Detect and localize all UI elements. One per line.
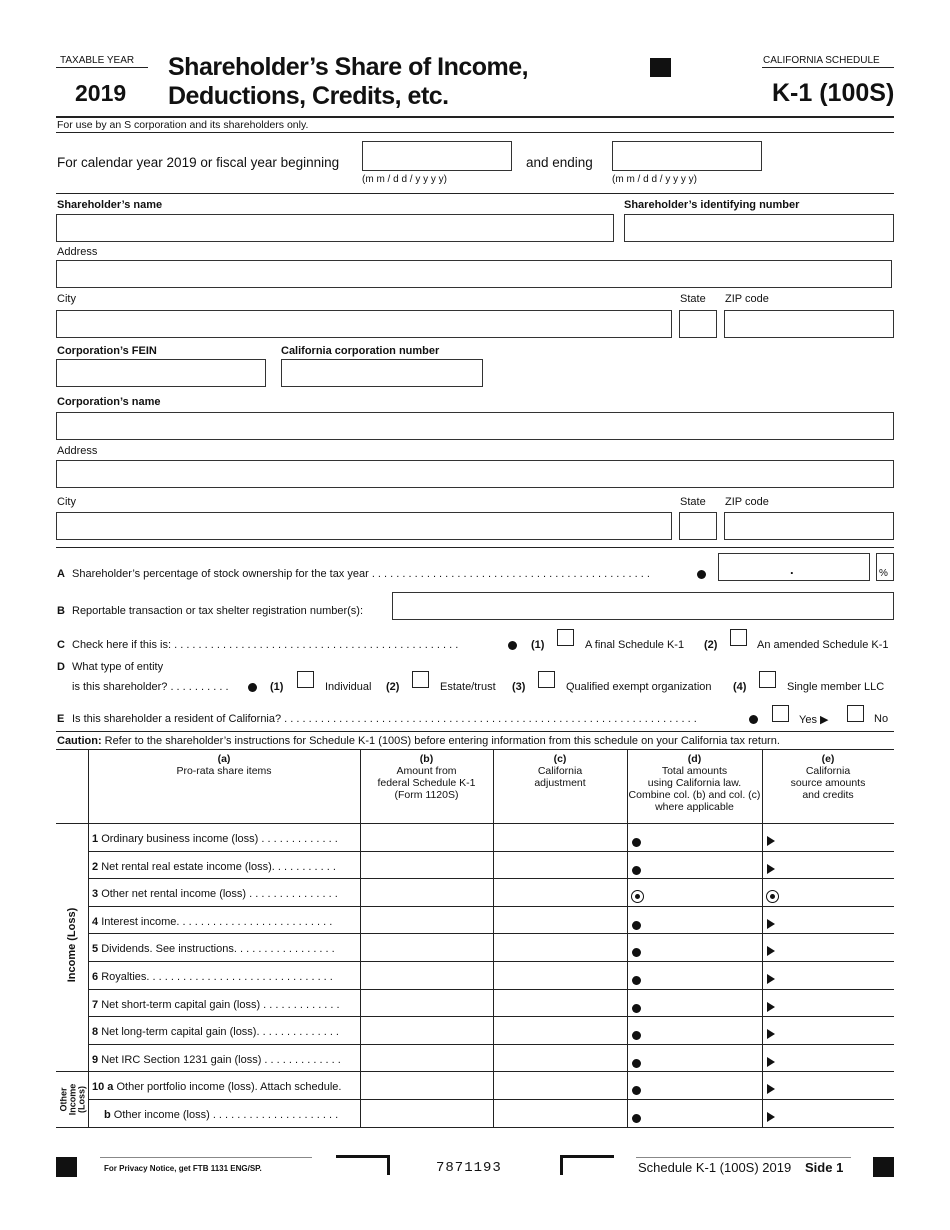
question-e-text: Is this shareholder a resident of California? . . . . . . . . . . . . . . . . . . . . . . . . . . . . . . . . . . . . . . . . . . . . . . . . . . . . . . . . . . . . . . . . . . . . [72, 713, 697, 725]
corporation-address-input[interactable] [56, 460, 894, 488]
question-b-letter: B [57, 605, 65, 617]
amount-cell-e[interactable] [763, 907, 893, 933]
footer-privacy-rule [100, 1157, 312, 1158]
ownership-decimal: . [790, 562, 794, 577]
amount-cell-e[interactable] [763, 879, 893, 905]
row-number: 7 [92, 998, 99, 1011]
shareholder-zip-label: ZIP code [725, 293, 769, 305]
ownership-percent-input[interactable] [718, 553, 870, 581]
table-row-label [92, 1054, 356, 1066]
question-b-text: Reportable transaction or tax shelter registration number(s): [72, 605, 364, 617]
column-letter: (a) [217, 753, 231, 765]
column-d-bullet [632, 921, 641, 930]
question-d-text2: is this shareholder? . . . . . . . . . . [72, 681, 229, 693]
corporation-name-label: Corporation’s name [57, 396, 161, 408]
entity-individual-checkbox[interactable] [297, 671, 314, 688]
amount-cell-b[interactable] [361, 852, 492, 878]
amount-cell-c[interactable] [494, 1017, 626, 1043]
row-number: b [104, 1109, 111, 1121]
column-e-arrow [767, 1112, 775, 1122]
amount-cell-b[interactable] [361, 962, 492, 988]
question-d-letter: D [57, 661, 65, 673]
question-e-letter: E [57, 713, 65, 725]
entity-single-llc-label: Single member LLC [787, 681, 885, 693]
corporation-name-input[interactable] [56, 412, 894, 440]
corporation-fein-label: Corporation’s FEIN [57, 345, 157, 357]
corporation-fein-input[interactable] [56, 359, 266, 387]
amount-cell-c[interactable] [494, 824, 626, 850]
question-d-opt1-num: (1) [270, 681, 284, 693]
row-number: 6 [92, 971, 99, 983]
column-e-arrow [767, 1084, 775, 1094]
shareholder-state-input[interactable] [679, 310, 717, 338]
amount-cell-e[interactable] [763, 1100, 893, 1126]
column-letter: (e) [821, 753, 835, 765]
row-number: 9 [92, 1053, 99, 1066]
corporation-rule [56, 547, 894, 548]
taxable-year-label: TAXABLE YEAR [60, 55, 135, 66]
form-title-line1: Shareholder’s Share of Income, [168, 53, 529, 81]
corporation-ca-number-input[interactable] [281, 359, 483, 387]
section-other-label-line: Other [58, 1087, 69, 1112]
column-e-arrow [767, 1002, 775, 1012]
amount-cell-c[interactable] [494, 1072, 626, 1098]
amount-cell-e[interactable] [763, 934, 893, 960]
column-title: Pro-rata share items [176, 765, 272, 777]
row-text: Net IRC Section 1231 gain (loss) . . . . . . . . . . . . . [101, 1053, 341, 1066]
amount-cell-d[interactable] [628, 879, 761, 905]
column-title: Amount from federal Schedule K-1 (Form 1120S) [377, 765, 476, 801]
shareholder-name-input[interactable] [56, 214, 614, 242]
question-d-opt3-num: (3) [512, 681, 526, 693]
amount-cell-d[interactable] [628, 934, 761, 960]
table-row-label [92, 971, 356, 983]
table-row-label [92, 916, 356, 928]
row-number: 10 a [92, 1081, 114, 1094]
column-e-arrow [767, 1057, 775, 1067]
amount-cell-c[interactable] [494, 1045, 626, 1071]
use-note-rule [56, 132, 894, 133]
corporation-city-label: City [57, 496, 76, 508]
corner-mark [650, 58, 671, 77]
tax-year: 2019 [75, 80, 127, 106]
amount-cell-c[interactable] [494, 879, 626, 905]
amount-cell-e[interactable] [763, 962, 893, 988]
amount-cell-d[interactable] [628, 1072, 761, 1098]
footer-bracket-right [560, 1155, 614, 1175]
amended-k1-label: An amended Schedule K-1 [757, 639, 889, 651]
caution-top-rule [56, 731, 894, 732]
period-rule [56, 193, 894, 194]
table-row-label [92, 999, 356, 1011]
amount-cell-c[interactable] [494, 962, 626, 988]
row-text: Net short-term capital gain (loss) . . . . . . . . . . . . . [101, 998, 340, 1011]
caution-label: Caution: [57, 735, 102, 747]
amount-cell-d[interactable] [628, 852, 761, 878]
row-text: Net long-term capital gain (loss). . . . . . . . . . . . . . [101, 1026, 339, 1039]
table-row-label [92, 1109, 356, 1121]
period-beginning-input[interactable] [362, 141, 512, 171]
footer-corner-mark-left [56, 1157, 77, 1177]
entity-individual-label: Individual [325, 681, 372, 693]
period-label: For calendar year 2019 or fiscal year beginning [57, 155, 340, 170]
final-k1-label: A final Schedule K-1 [585, 639, 685, 651]
schedule-underline [762, 67, 894, 68]
caution-bottom-rule [56, 749, 894, 750]
amount-cell-b[interactable] [361, 907, 492, 933]
column-letter: (c) [553, 753, 567, 765]
taxable-year-underline [56, 67, 148, 68]
table-row-label [92, 888, 356, 900]
column-e-arrow [767, 946, 775, 956]
question-c-bullet [508, 641, 517, 650]
column-title: California source amounts and credits [790, 765, 866, 801]
question-d-bullet [248, 683, 257, 692]
header-rule [56, 116, 894, 118]
row-number: 8 [92, 1026, 99, 1039]
shareholder-address-input[interactable] [56, 260, 892, 288]
amount-cell-b[interactable] [361, 934, 492, 960]
entity-estate-trust-checkbox[interactable] [412, 671, 429, 688]
resident-yes-label: Yes ▶ [799, 714, 829, 726]
reportable-transaction-input[interactable] [392, 592, 894, 620]
row-text: Other income (loss) . . . . . . . . . . . . . . . . . . . . . [113, 1109, 339, 1121]
row-text: Other net rental income (loss) . . . . . . . . . . . . . . . [101, 888, 338, 901]
amount-cell-e[interactable] [763, 1072, 893, 1098]
column-d-bullet [632, 1114, 641, 1123]
row-text: Royalties. . . . . . . . . . . . . . . . . . . . . . . . . . . . . . . [101, 971, 333, 983]
footer-corner-mark-right [873, 1157, 894, 1177]
column-header [493, 753, 627, 789]
column-d-bullet [632, 976, 641, 985]
amount-cell-b[interactable] [361, 1100, 492, 1126]
entity-estate-trust-label: Estate/trust [440, 681, 496, 693]
column-title: California adjustment [534, 765, 586, 789]
period-ending-input[interactable] [612, 141, 762, 171]
ownership-percent-sign: % [879, 568, 888, 579]
section-divider [56, 1071, 88, 1072]
footer-schedule-rule [636, 1157, 851, 1158]
amount-cell-e[interactable] [763, 1045, 893, 1071]
column-e-arrow [767, 836, 775, 846]
corporation-address-label: Address [57, 445, 98, 457]
table-row-label [92, 1026, 356, 1038]
question-d-opt2-num: (2) [386, 681, 400, 693]
schedule-name: K-1 (100S) [772, 79, 895, 107]
column-header [627, 753, 762, 813]
form-title-line2: Deductions, Credits, etc. [168, 82, 449, 110]
column-header [88, 753, 360, 777]
amount-cell-c[interactable] [494, 934, 626, 960]
corporation-state-input[interactable] [679, 512, 717, 540]
row-text: Ordinary business income (loss) . . . . . . . . . . . . . [101, 833, 338, 845]
question-a-bullet [697, 570, 706, 579]
column-d-bullet [632, 1059, 641, 1068]
question-c-opt1-num: (1) [531, 639, 545, 651]
schedule-label: CALIFORNIA SCHEDULE [763, 55, 880, 66]
entity-exempt-org-label: Qualified exempt organization [566, 681, 712, 693]
row-number: 4 [92, 915, 99, 928]
amount-cell-d[interactable] [628, 1045, 761, 1071]
amount-cell-b[interactable] [361, 1045, 492, 1071]
shareholder-city-label: City [57, 293, 76, 305]
amount-cell-e[interactable] [763, 990, 893, 1016]
column-e-arrow [767, 1029, 775, 1039]
corporation-city-input[interactable] [56, 512, 672, 540]
barcode-number: 7871193 [436, 1160, 502, 1176]
resident-no-checkbox[interactable] [847, 705, 864, 722]
footer-privacy: For Privacy Notice, get FTB 1131 ENG/SP. [104, 1164, 262, 1173]
amount-cell-e[interactable] [763, 852, 893, 878]
shareholder-state-label: State [680, 293, 706, 305]
shareholder-city-input[interactable] [56, 310, 672, 338]
corporation-ca-number-label: California corporation number [281, 345, 440, 357]
question-c-text: Check here if this is: . . . . . . . . . . . . . . . . . . . . . . . . . . . . . . . . . . . . . . . . . . . . . . . [72, 639, 459, 651]
row-number: 3 [92, 888, 99, 901]
shareholder-id-label: Shareholder’s identifying number [624, 199, 800, 211]
section-other-label [54, 1073, 90, 1128]
amount-cell-e[interactable] [763, 824, 893, 850]
table-row-label [92, 1081, 356, 1093]
footer-bracket-left [336, 1155, 390, 1175]
table-row-label [92, 943, 356, 955]
shareholder-zip-input[interactable] [724, 310, 894, 338]
row-number: 1 [92, 833, 99, 845]
amount-cell-d[interactable] [628, 1100, 761, 1126]
question-e-bullet [749, 715, 758, 724]
row-text: Interest income. . . . . . . . . . . . . . . . . . . . . . . . . . [101, 915, 333, 928]
footer-side: Side 1 [805, 1160, 844, 1175]
column-e-arrow [767, 864, 775, 874]
caution-text: Refer to the shareholder’s instructions for Schedule K-1 (100S) before entering information from this schedule on your California tax return. [104, 735, 780, 747]
amount-cell-b[interactable] [361, 879, 492, 905]
question-d-opt4-num: (4) [733, 681, 747, 693]
amount-cell-e[interactable] [763, 1017, 893, 1043]
column-d-bullet [632, 1004, 641, 1013]
corporation-state-label: State [680, 496, 706, 508]
row-text: Net rental real estate income (loss). . . . . . . . . . . [101, 860, 336, 873]
question-a-text: Shareholder’s percentage of stock ownership for the tax year . . . . . . . . . . . . . . . . . . . . . . . . . . . . . . . . . . . . . . . . . . . . . . [72, 568, 650, 580]
row-text: Dividends. See instructions. . . . . . . . . . . . . . . . . [101, 943, 335, 956]
resident-no-label: No [874, 713, 889, 725]
period-beginning-format: (m m / d d / y y y y) [362, 174, 448, 185]
question-a-letter: A [57, 568, 65, 580]
row-text: Other portfolio income (loss). Attach schedule. [116, 1081, 342, 1094]
and-ending-label: and ending [526, 155, 593, 170]
column-e-arrow [767, 974, 775, 984]
shareholder-name-label: Shareholder’s name [57, 199, 163, 211]
amount-cell-b[interactable] [361, 1072, 492, 1098]
resident-yes-checkbox[interactable] [772, 705, 789, 722]
table-row-label [92, 861, 356, 873]
section-other-label-line: Income [67, 1084, 78, 1116]
table-row-label [92, 833, 356, 845]
amount-cell-b[interactable] [361, 1017, 492, 1043]
amount-cell-d[interactable] [628, 990, 761, 1016]
column-header [762, 753, 894, 801]
amount-cell-d[interactable] [628, 907, 761, 933]
column-e-arrow [767, 919, 775, 929]
amount-cell-d[interactable] [628, 1017, 761, 1043]
entity-single-llc-checkbox[interactable] [759, 671, 776, 688]
column-header [360, 753, 493, 801]
table-row-rule [88, 1127, 894, 1128]
column-d-bullet [632, 866, 641, 875]
table-column-divider [88, 750, 89, 1127]
amount-cell-c[interactable] [494, 990, 626, 1016]
shareholder-address-label: Address [57, 246, 98, 258]
amount-cell-b[interactable] [361, 824, 492, 850]
use-note: For use by an S corporation and its shareholders only. [57, 119, 309, 131]
amended-k1-checkbox[interactable] [730, 629, 747, 646]
amount-cell-c[interactable] [494, 907, 626, 933]
column-title: Total amounts using California law. Combine col. (b) and col. (c) where applicable [628, 765, 761, 813]
amount-cell-b[interactable] [361, 990, 492, 1016]
period-ending-format: (m m / d d / y y y y) [612, 174, 698, 185]
column-d-bullet [632, 838, 641, 847]
amount-cell-d[interactable] [628, 962, 761, 988]
amount-cell-c[interactable] [494, 1100, 626, 1126]
question-d-text1: What type of entity [72, 661, 164, 673]
shareholder-id-input[interactable] [624, 214, 894, 242]
question-c-letter: C [57, 639, 65, 651]
amount-cell-d[interactable] [628, 824, 761, 850]
section-other-label-line: (Loss) [76, 1086, 87, 1114]
footer-schedule: Schedule K-1 (100S) 2019 [638, 1160, 792, 1175]
entity-exempt-org-checkbox[interactable] [538, 671, 555, 688]
question-c-opt2-num: (2) [704, 639, 718, 651]
row-number: 5 [92, 943, 99, 956]
column-letter: (d) [687, 753, 702, 765]
column-letter: (b) [419, 753, 434, 765]
section-income-label: Income (Loss) [66, 907, 78, 983]
corporation-zip-label: ZIP code [725, 496, 769, 508]
corporation-zip-input[interactable] [724, 512, 894, 540]
amount-cell-c[interactable] [494, 852, 626, 878]
row-number: 2 [92, 860, 99, 873]
final-k1-checkbox[interactable] [557, 629, 574, 646]
caution-line [57, 735, 780, 747]
